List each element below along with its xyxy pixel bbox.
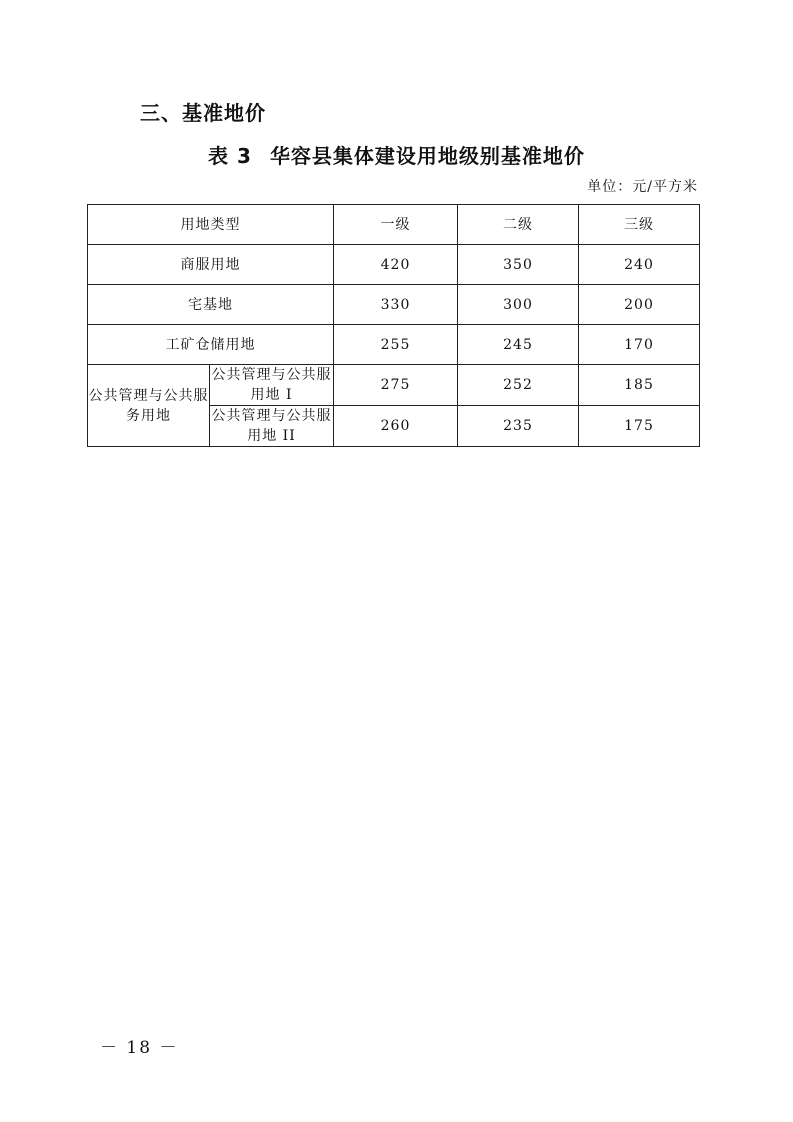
cell-grade-2: 235 (458, 406, 579, 447)
cell-grade-3: 240 (579, 245, 700, 285)
cell-grade-1: 330 (334, 285, 458, 325)
table-number: 表 3 (208, 144, 252, 168)
cell-grade-1: 420 (334, 245, 458, 285)
cell-grade-1: 275 (334, 365, 458, 406)
row-land-type: 商服用地 (88, 245, 334, 285)
cell-grade-3: 170 (579, 325, 700, 365)
cell-grade-1: 255 (334, 325, 458, 365)
cell-grade-2: 350 (458, 245, 579, 285)
header-grade-3: 三级 (579, 205, 700, 245)
table-row (88, 285, 700, 325)
subrow-land-type: 公共管理与公共服用地 I (210, 365, 334, 406)
cell-grade-2: 245 (458, 325, 579, 365)
cell-grade-2: 252 (458, 365, 579, 406)
table-title (0, 140, 793, 169)
group-land-type: 公共管理与公共服务用地 (88, 365, 210, 447)
cell-grade-1: 260 (334, 406, 458, 447)
header-grade-2: 二级 (458, 205, 579, 245)
subrow-land-type: 公共管理与公共服用地 II (210, 406, 334, 447)
table-row (88, 325, 700, 365)
unit-note: 单位：元/平方米 (587, 179, 698, 195)
section-heading: 三、基准地价 (140, 101, 266, 125)
table-header-row (88, 205, 700, 245)
table-row (88, 365, 700, 406)
table-row (88, 245, 700, 285)
row-land-type: 工矿仓储用地 (88, 325, 334, 365)
row-land-type: 宅基地 (88, 285, 334, 325)
table-title-text: 华容县集体建设用地级别基准地价 (269, 144, 585, 168)
cell-grade-3: 175 (579, 406, 700, 447)
header-grade-1: 一级 (334, 205, 458, 245)
cell-grade-3: 200 (579, 285, 700, 325)
benchmark-price-table (87, 204, 700, 447)
cell-grade-3: 185 (579, 365, 700, 406)
page-number: － 18 － (100, 1038, 179, 1058)
header-land-type: 用地类型 (88, 205, 334, 245)
cell-grade-2: 300 (458, 285, 579, 325)
